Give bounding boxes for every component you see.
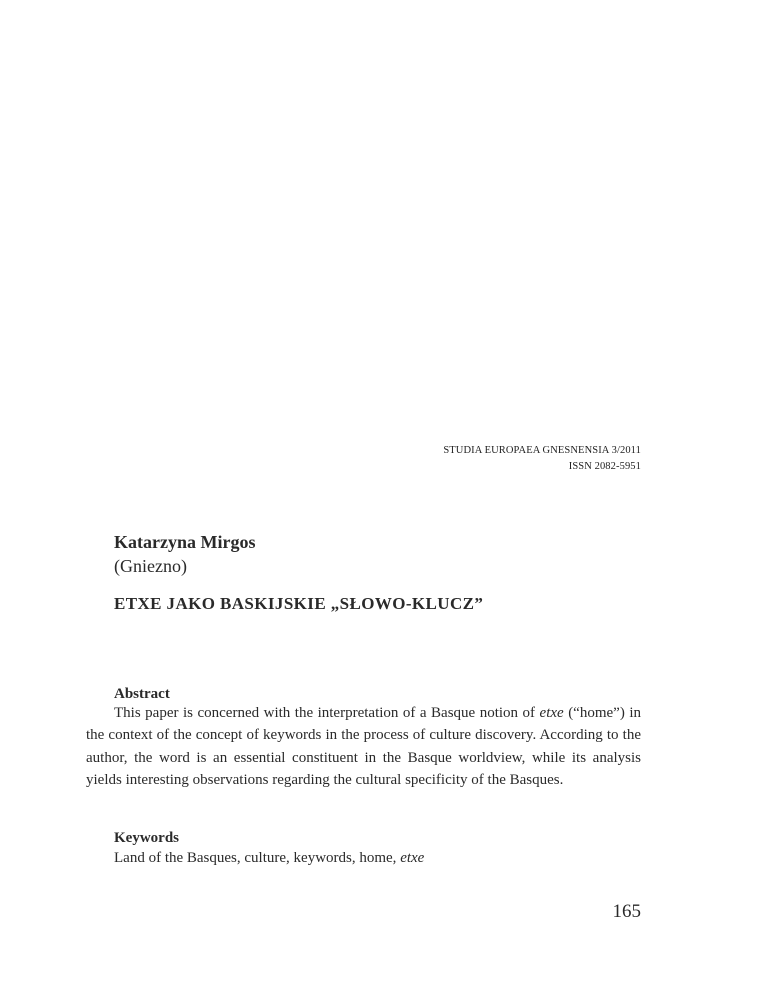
keywords-term: etxe [400,850,425,866]
author-affiliation: (Gniezno) [114,556,187,576]
keywords-text: Land of the Basques, culture, keywords, home, [114,850,401,866]
abstract-text-part2: (“home”) in the context of the concept of keywords in the process of culture discovery. According to the author, the word is an essential constituent in the Basque worldview, while its analysis yields interesting observations regarding the cultural specificity of the Basques. [86,705,641,788]
keywords-heading: Keywords [114,830,179,846]
issn: ISSN 2082-5951 [568,461,641,472]
journal-title: STUDIA EUROPAEA GNESNENSIA 3/2011 [443,445,641,456]
abstract-heading: Abstract [114,686,170,702]
abstract-text [86,702,641,791]
author-block [114,530,634,578]
journal-header [443,443,641,475]
abstract-term: etxe [539,705,564,721]
author-name: Katarzyna Mirgos [114,532,256,552]
keywords-list [114,847,424,869]
abstract-text-part1: This paper is concerned with the interpretation of a Basque notion of [114,705,540,721]
article-title: ETXE JAKO BASKIJSKIE „SŁOWO-KLUCZ” [114,594,484,613]
page-number: 165 [612,901,641,922]
